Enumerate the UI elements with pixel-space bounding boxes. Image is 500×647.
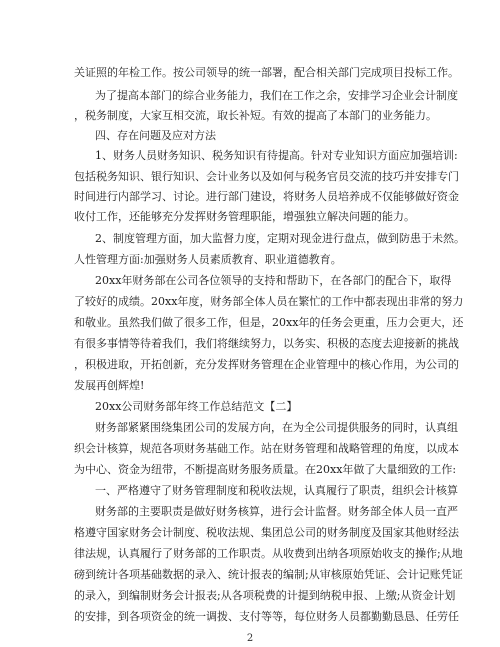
page-number: 2 bbox=[246, 633, 254, 644]
text-line: 为了提高本部门的综合业务能力，我们在工作之余，安排学习企业会计制度 bbox=[95, 89, 458, 102]
section-heading: 20xx公司财务部年终工作总结范文【二】 bbox=[95, 400, 298, 413]
text-line: 格遵守国家财务会计制度、税收法规、集团总公司的财务制度及国家其他财经法 bbox=[74, 526, 459, 539]
text-line: ，积极进取，开拓创新，充分发挥财务管理在企业管理中的核心作用，为公司的 bbox=[74, 358, 459, 371]
text-line: 磅到统计各项基础数据的录入、统计报表的编制;从审核原始凭证、会计记账凭证 bbox=[74, 568, 463, 581]
text-line: 律法规，认真履行了财务部的工作职责。从收费到出纳各项原始收支的操作;从地 bbox=[74, 547, 463, 560]
section-heading: 四、存在问题及应对方法 bbox=[95, 129, 216, 142]
text-line: 为中心、资金为纽带，不断提高财务服务质量。在20xx年做了大量细致的工作: bbox=[74, 463, 457, 476]
text-line: 1、财务人员财务知识、税务知识有待提高。针对专业知识方面应加强培训: bbox=[95, 149, 458, 162]
text-line: 收付工作，还能够充分发挥财务管理职能，增强独立解决问题的能力。 bbox=[74, 210, 415, 223]
text-line: 人性管理方面:加强财务人员素质教育、职业道德教育。 bbox=[74, 253, 342, 266]
text-line: 关证照的年检工作。按公司领导的统一部署，配合相关部门完成项目投标工作。 bbox=[74, 66, 459, 79]
text-line: 包括税务知识、银行知识、会计业务以及如何与税务官员交流的技巧并安排专门 bbox=[74, 170, 459, 183]
text-line: 时间进行内部学习、讨论。进行部门建设，将财务人员培养成不仅能够做好资金 bbox=[74, 190, 459, 203]
text-line: 一、严格遵守了财务管理制度和税收法规，认真履行了职责，组织会计核算 bbox=[95, 484, 458, 497]
text-line: 财务部紧紧围绕集团公司的发展方向，在为全公司提供服务的同时，认真组 bbox=[95, 421, 458, 434]
text-line: 有很多事情等待着我们，我们将继续努力，以务实、积极的态度去迎接新的挑战 bbox=[74, 337, 459, 350]
text-line: 的安排，到各项资金的统一调拨、支付等等，每位财务人员都勤勤恳恳、任劳任 bbox=[74, 610, 459, 623]
text-line: ，税务制度，大家互相交流，取长补短。有效的提高了本部门的业务能力。 bbox=[74, 109, 437, 122]
text-line: 和敬业。虽然我们做了很多工作，但是，20xx年的任务会更重，压力会更大，还 bbox=[74, 316, 464, 329]
text-line: 财务部的主要职责是做好财务核算，进行会计监督。财务部全体人员一直严 bbox=[95, 505, 458, 518]
text-line: 发展再创辉煌! bbox=[74, 379, 145, 392]
text-line: 织会计核算，规范各项财务基础工作。站在财务管理和战略管理的角度，以成本 bbox=[74, 442, 459, 455]
text-line: 20xx年财务部在公司各位领导的支持和帮助下，在各部门的配合下，取得 bbox=[95, 274, 452, 287]
text-line: 的录入，到编制财务会计报表;从各项税费的计提到纳税申报、上缴;从资金计划 bbox=[74, 589, 456, 602]
text-line: 了较好的成绩。20xx年度，财务部全体人员在繁忙的工作中都表现出非常的努力 bbox=[74, 295, 464, 308]
text-line: 2、制度管理方面，加大监督力度，定期对现金进行盘点，做到防患于未然。 bbox=[95, 232, 465, 245]
